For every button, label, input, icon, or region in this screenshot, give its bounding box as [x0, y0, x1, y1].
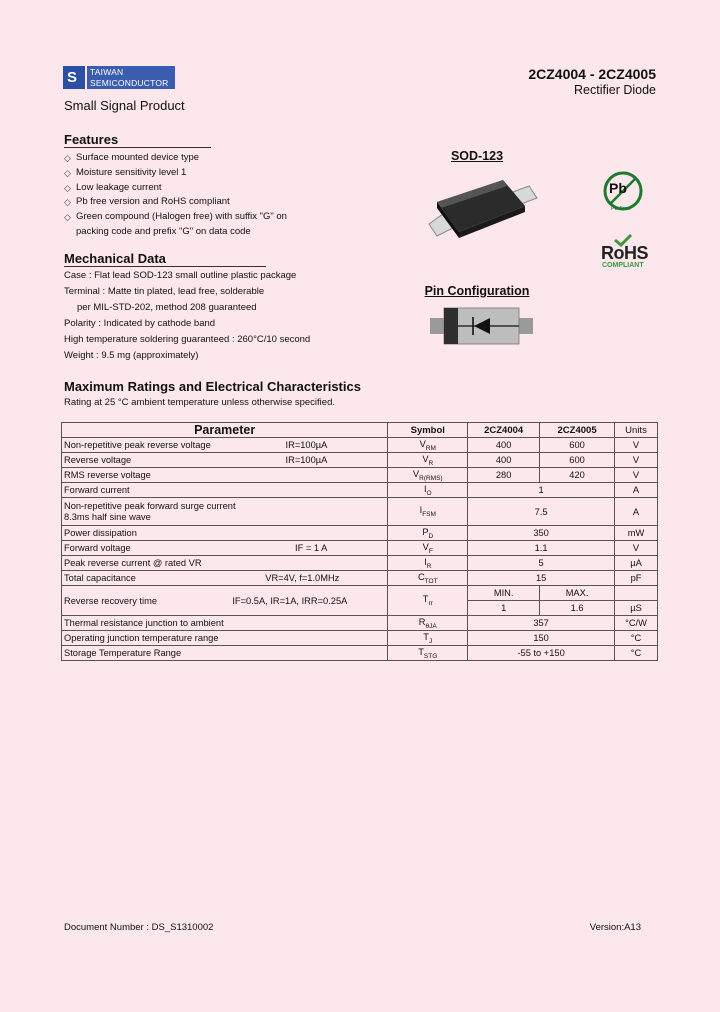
mechanical-data	[64, 268, 384, 364]
table-row	[62, 483, 658, 498]
unit-cell: pF	[615, 571, 658, 586]
table-row	[62, 616, 658, 631]
table-row	[62, 498, 658, 526]
pb-free-caption: Pb-Free	[611, 206, 631, 212]
product-category: Small Signal Product	[64, 98, 185, 113]
table-row	[62, 468, 658, 483]
part-type: Rectifier Diode	[574, 83, 656, 97]
table-row	[62, 438, 658, 453]
logo-text: TAIWAN SEMICONDUCTOR	[87, 66, 175, 89]
table-row	[62, 631, 658, 646]
value-cell: 7.5	[468, 498, 615, 526]
features-title: Features	[64, 132, 119, 147]
ratings-title: Maximum Ratings and Electrical Characteristics	[64, 379, 361, 394]
feature-item-continued: packing code and prefix "G" on data code	[76, 225, 251, 237]
feature-item: ◇ Moisture sensitivity level 1	[64, 166, 187, 178]
param-cell: IF = 1 A Forward voltage	[62, 541, 388, 556]
value-cell: 420	[540, 468, 615, 483]
pin-configuration-diagram	[430, 306, 533, 346]
mechanical-title: Mechanical Data	[64, 251, 166, 266]
unit-cell-blank	[615, 586, 658, 601]
company-logo	[63, 66, 175, 90]
table-header-row	[62, 423, 658, 438]
value-cell: 357	[468, 616, 615, 631]
table-row	[62, 556, 658, 571]
mech-case: Case : Flat lead SOD-123 small outline plastic package	[64, 270, 297, 281]
mechanical-rule	[64, 266, 266, 267]
table-row	[62, 586, 658, 601]
mech-terminal: Terminal : Matte tin plated, lead free, solderable	[64, 286, 265, 297]
electrical-characteristics-table	[61, 422, 658, 661]
symbol-cell: $I_{FSM}$	[388, 498, 468, 526]
table-row	[62, 571, 658, 586]
sod123-package-drawing	[425, 170, 545, 252]
unit-cell: °C	[615, 646, 658, 661]
unit-cell: A	[615, 483, 658, 498]
symbol-cell: $V_{R(RMS)}$	[388, 468, 468, 483]
unit-cell: V	[615, 438, 658, 453]
feature-item: ◇ Green compound (Halogen free) with suffix "G" on	[64, 211, 287, 223]
symbol-cell: $T_{rr}$	[388, 586, 468, 616]
param-cell: IR=100µA Reverse voltage	[62, 453, 388, 468]
mech-soldering: High temperature soldering guaranteed : 260°C/10 second	[64, 334, 311, 345]
value-cell: 150	[468, 631, 615, 646]
param-cell: IR=100µA Non-repetitive peak reverse voltage	[62, 438, 388, 453]
pin-config-title: Pin Configuration	[424, 284, 530, 298]
version-label: Version:A13	[589, 922, 641, 933]
logo-mark: S	[63, 66, 85, 89]
value-cell: 400	[468, 438, 540, 453]
unit-cell: V	[615, 541, 658, 556]
unit-cell: °C	[615, 631, 658, 646]
param-cell: Storage Temperature Range	[62, 646, 388, 661]
max-label-cell: MAX.	[540, 586, 615, 601]
value-cell: 1.1	[468, 541, 615, 556]
part-number-title: 2CZ4004 - 2CZ4005	[528, 66, 656, 82]
header-parameter: Parameter	[62, 423, 388, 438]
header-units: Units	[615, 423, 658, 438]
value-cell: 15	[468, 571, 615, 586]
value-cell: 350	[468, 526, 615, 541]
unit-cell: A	[615, 498, 658, 526]
min-label-cell: MIN.	[468, 586, 540, 601]
ratings-note: Rating at 25 °C ambient temperature unless otherwise specified.	[64, 397, 335, 408]
symbol-cell: $V_F$	[388, 541, 468, 556]
min-value-cell: 1	[468, 601, 540, 616]
param-cell: VR=4V, f=1.0MHz Total capacitance	[62, 571, 388, 586]
unit-cell: µA	[615, 556, 658, 571]
symbol-cell: $V_{RM}$	[388, 438, 468, 453]
symbol-cell: $T_{STG}$	[388, 646, 468, 661]
value-cell: 600	[540, 438, 615, 453]
param-cell: Forward current	[62, 483, 388, 498]
symbol-cell: $P_D$	[388, 526, 468, 541]
features-list	[64, 151, 364, 240]
mech-polarity: Polarity : Indicated by cathode band	[64, 318, 216, 329]
unit-cell: °C/W	[615, 616, 658, 631]
unit-cell: mW	[615, 526, 658, 541]
value-cell: 5	[468, 556, 615, 571]
header-symbol: Symbol	[388, 423, 468, 438]
value-cell: 400	[468, 453, 540, 468]
max-value-cell: 1.6	[540, 601, 615, 616]
param-cell: Thermal resistance junction to ambient	[62, 616, 388, 631]
value-cell: 1	[468, 483, 615, 498]
feature-item: ◇ Pb free version and RoHS compliant	[64, 196, 230, 208]
rohs-caption: COMPLIANT	[602, 262, 644, 269]
value-cell: 280	[468, 468, 540, 483]
value-cell: 600	[540, 453, 615, 468]
param-cell: Peak reverse current @ rated VR	[62, 556, 388, 571]
unit-cell: V	[615, 468, 658, 483]
header-2cz4005: 2CZ4005	[540, 423, 615, 438]
unit-cell: µS	[615, 601, 658, 616]
param-cell: RMS reverse voltage	[62, 468, 388, 483]
param-cell: Non-repetitive peak forward surge current 8.3ms half sine wave	[62, 498, 388, 526]
document-number: Document Number : DS_S1310002	[64, 922, 214, 933]
symbol-cell: $V_R$	[388, 453, 468, 468]
symbol-cell: $T_J$	[388, 631, 468, 646]
param-cell: Operating junction temperature range	[62, 631, 388, 646]
table-row	[62, 453, 658, 468]
rohs-text: RoHS	[601, 243, 648, 263]
unit-cell: V	[615, 453, 658, 468]
value-cell: -55 to +150	[468, 646, 615, 661]
table-row	[62, 541, 658, 556]
table-row	[62, 646, 658, 661]
pb-free-text: Pb	[609, 180, 627, 196]
mech-terminal-cont: per MIL-STD-202, method 208 guaranteed	[77, 302, 257, 313]
param-cell: Power dissipation	[62, 526, 388, 541]
package-title: SOD-123	[450, 149, 504, 163]
features-rule	[64, 147, 211, 148]
mech-weight: Weight : 9.5 mg (approximately)	[64, 350, 199, 361]
symbol-cell: $I_O$	[388, 483, 468, 498]
param-cell: IF=0.5A, IR=1A, IRR=0.25A Reverse recovery time	[62, 586, 388, 616]
header-2cz4004: 2CZ4004	[468, 423, 540, 438]
symbol-cell: $R_{\theta JA}$	[388, 616, 468, 631]
feature-item: ◇ Surface mounted device type	[64, 152, 200, 163]
symbol-cell: $C_{TOT}$	[388, 571, 468, 586]
table-row	[62, 526, 658, 541]
feature-item: ◇ Low leakage current	[64, 181, 162, 193]
symbol-cell: $I_R$	[388, 556, 468, 571]
